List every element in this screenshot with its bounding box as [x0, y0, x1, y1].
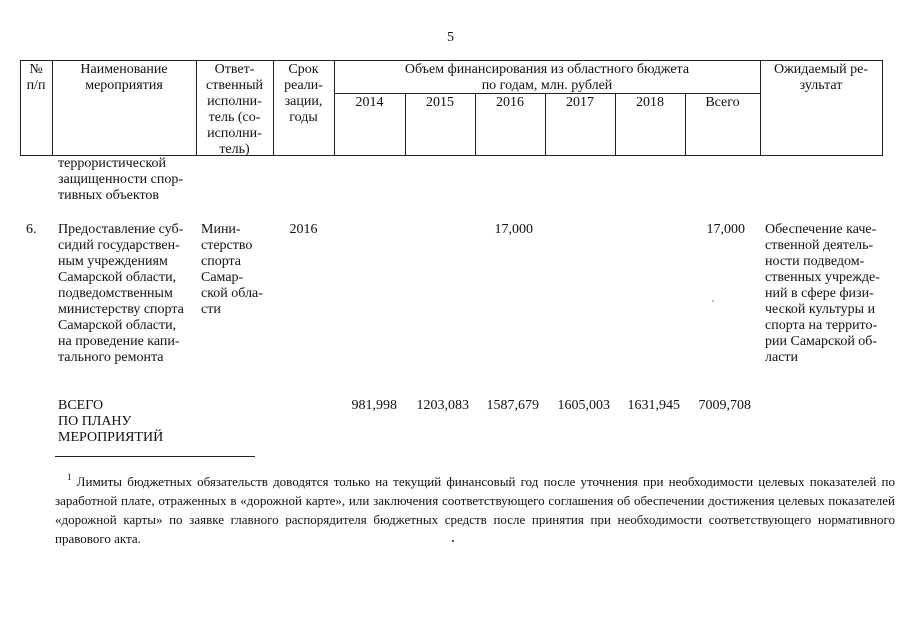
scan-speck — [712, 300, 714, 302]
row6-executor: Мини- стерство спорта Самар- ской обла- сти — [201, 222, 263, 317]
header-year-2016: 2016 — [496, 95, 524, 110]
header-term: Срок реали- зации, годы — [284, 62, 323, 125]
row6-result: Обеспечение каче- ственной деятель- ности подведом- ственных учрежде- ний в сфере физи- ческой культуры и спорта на террито- рии Самарской об- ласти — [765, 222, 880, 365]
header-year-total: Всего — [705, 95, 740, 110]
total-value-2014: 981,998 — [351, 398, 397, 413]
header-col-border-11 — [882, 60, 883, 156]
footnote — [55, 468, 895, 548]
total-value-all: 7009,708 — [698, 398, 751, 413]
row6-term: 2016 — [289, 222, 318, 237]
header-year-2018: 2018 — [636, 95, 664, 110]
header-number: № п/п — [26, 62, 46, 93]
row6-number: 6. — [26, 222, 37, 237]
header-top-border — [20, 60, 882, 61]
scan-speck — [452, 540, 454, 542]
continued-row-name: террористической защищенности спор- тивных объектов — [58, 156, 184, 203]
total-value-2018: 1631,945 — [627, 398, 680, 413]
total-value-2016: 1587,679 — [486, 398, 539, 413]
footnote-text: Лимиты бюджетных обязательств доводятся только на текущий финансовый год после уточнения при необходимости целевых показателей по заработной плате, отраженных в «дорожной карте», или заключения соответствующего соглашения об обеспечении достижения целевых показателей «дорожной карты» по заявке главного распорядителя бюджетных средств после принятия при необходимости соответствующего нормативного правового акта. — [55, 474, 896, 546]
total-value-2015: 1203,083 — [416, 398, 469, 413]
header-year-2017: 2017 — [566, 95, 594, 110]
header-result: Ожидаемый ре- зультат — [774, 62, 868, 93]
footnote-marker: 1 — [67, 472, 72, 482]
row6-name: Предоставление суб- сидий государствен- ным учреждениям Самарской области, подведомственным министерству спорта Самарской области, на проведение капи- тального ремонта — [58, 222, 184, 365]
total-row-label: ВСЕГО ПО ПЛАНУ МЕРОПРИЯТИЙ — [58, 398, 164, 445]
header-year-2015: 2015 — [426, 95, 454, 110]
row6-value-total: 17,000 — [706, 222, 745, 237]
header-funding: Объем финансирования из областного бюджета по годам, млн. рублей — [404, 62, 690, 93]
row6-value-2016: 17,000 — [494, 222, 533, 237]
page-number: 5 — [447, 30, 454, 45]
header-year-2014: 2014 — [355, 95, 384, 110]
footnote-separator — [55, 456, 255, 457]
header-executor: Ответ- ственный исполни- тель (со- исполни- тель) — [206, 62, 263, 157]
header-name: Наименование мероприятия — [80, 62, 168, 93]
total-value-2017: 1605,003 — [557, 398, 610, 413]
